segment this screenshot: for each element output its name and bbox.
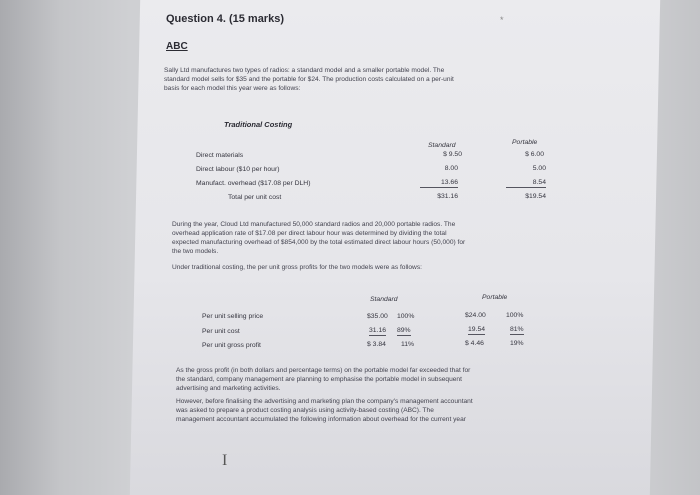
paragraph-line: the two models.	[172, 248, 219, 255]
intro-line: basis for each model this year were as follows:	[164, 85, 301, 92]
traditional-costing-title: Traditional Costing	[224, 120, 293, 129]
standard-amount: 31.16	[369, 327, 387, 334]
profit-row-label: Per unit gross profit	[202, 342, 261, 349]
stray-mark: *	[500, 15, 504, 25]
paragraph-line: overhead application rate of $17.08 per direct labour hour was determined by dividing the total	[172, 230, 447, 237]
portable-value: 8.54	[506, 180, 546, 188]
row-label: Direct labour ($10 per hour)	[196, 166, 280, 173]
standard-percent: 89%	[397, 327, 411, 334]
profit-col-standard-header: Standard	[370, 296, 398, 303]
portable-percent: 100%	[506, 312, 524, 319]
question-title: Question 4. (15 marks)	[166, 13, 284, 25]
text-cursor-icon: I	[222, 452, 228, 469]
profit-row-label: Per unit cost	[202, 328, 240, 335]
portable-value: $19.54	[525, 193, 546, 200]
paragraph-line: was asked to prepare a product costing analysis using activity-based costing (ABC). The	[176, 407, 434, 414]
paragraph-line: management accountant accumulated the following information about overhead for the current year	[176, 416, 466, 423]
standard-amount: $ 3.84	[367, 341, 386, 348]
paragraph-line: Under traditional costing, the per unit gross profits for the two models were as follows:	[172, 264, 422, 271]
portable-percent: 19%	[510, 340, 524, 347]
paragraph-line: During the year, Cloud Ltd manufactured 50,000 standard radios and 20,000 portable radios. The	[172, 221, 456, 228]
paragraph-line: As the gross profit (in both dollars and percentage terms) on the portable model far exceeded that for	[176, 367, 471, 374]
paragraph-line: However, before finalising the advertising and marketing plan the company's management accountant	[176, 398, 473, 405]
portable-value: 5.00	[532, 165, 546, 172]
portable-value: $ 6.00	[525, 151, 544, 158]
standard-value: 13.66	[420, 180, 458, 188]
intro-line: Sally Ltd manufactures two types of radios: a standard model and a smaller portable model. The	[164, 67, 445, 74]
row-label: Total per unit cost	[228, 194, 282, 201]
portable-percent: 81%	[510, 326, 524, 333]
standard-percent: 11%	[401, 341, 415, 348]
standard-value: 8.00	[444, 165, 458, 172]
portable-amount: $ 4.46	[465, 340, 484, 347]
paragraph-line: advertising and marketing activities.	[176, 385, 281, 392]
col-standard-header: Standard	[428, 142, 456, 149]
col-portable-header: Portable	[512, 139, 538, 146]
profit-row-label: Per unit selling price	[202, 313, 264, 320]
row-label: Manufact. overhead ($17.08 per DLH)	[196, 180, 311, 187]
standard-percent: 100%	[397, 313, 415, 320]
profit-col-portable-header: Portable	[482, 294, 508, 301]
paragraph-line: the standard, company management are planning to emphasise the portable model in subsequent	[176, 376, 462, 383]
row-label: Direct materials	[196, 152, 244, 159]
paragraph-line: expected manufacturing overhead of $854,000 by the total estimated direct labour hours (50,000) for	[172, 239, 466, 246]
standard-value: $31.16	[437, 193, 458, 200]
case-name: ABC	[166, 41, 188, 52]
standard-value: $ 9.50	[443, 151, 462, 158]
standard-amount: $35.00	[367, 313, 388, 320]
portable-amount: 19.54	[468, 326, 486, 333]
portable-amount: $24.00	[465, 312, 486, 319]
intro-line: standard model sells for $35 and the portable for $24. The production costs calculated on a per-unit	[164, 76, 454, 83]
